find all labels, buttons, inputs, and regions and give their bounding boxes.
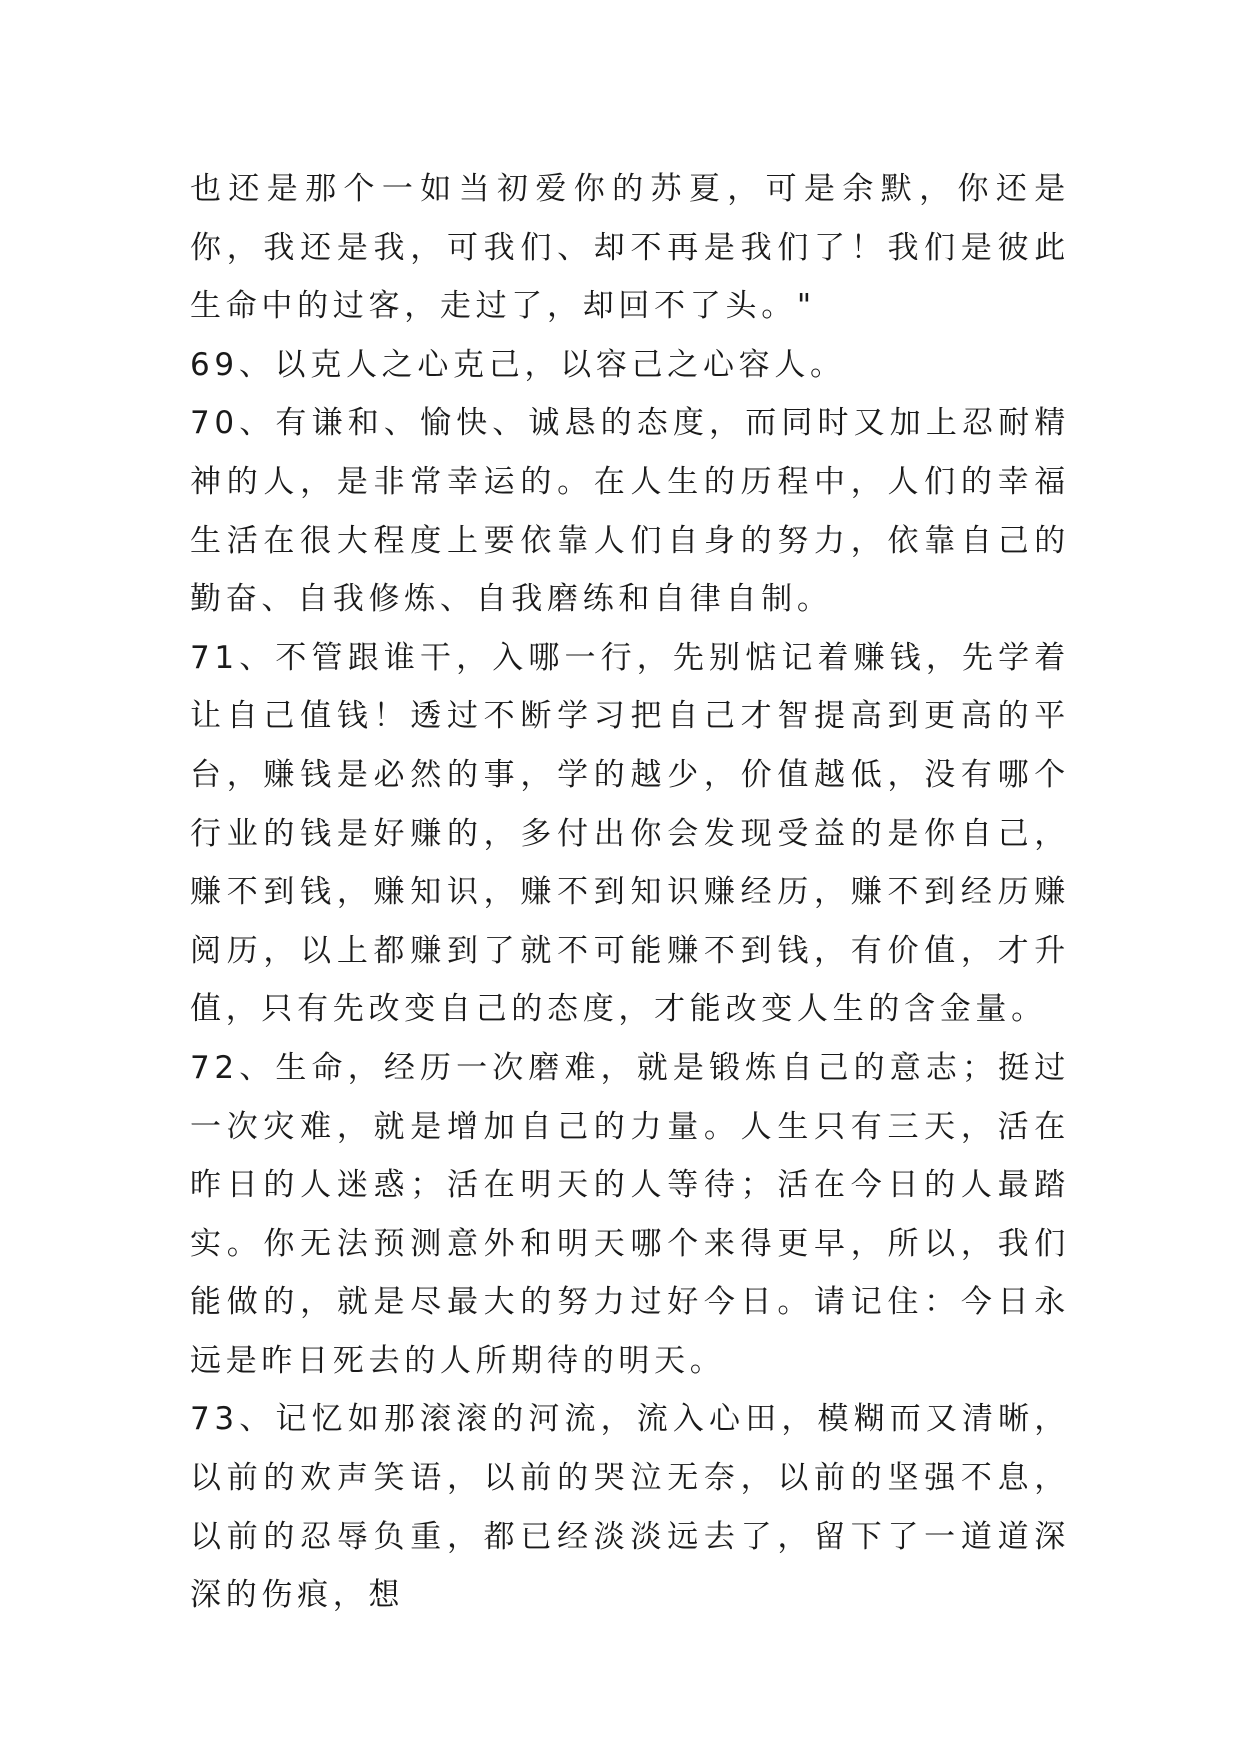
document-body — [190, 160, 1070, 1625]
paragraph-70: 70、有谦和、愉快、诚恳的态度，而同时又加上忍耐精神的人，是非常幸运的。在人生的历程中，人们的幸福生活在很大程度上要依靠人们自身的努力，依靠自己的勤奋、自我修炼、自我磨练和自律自制。 — [190, 405, 1070, 618]
paragraph-73: 73、记忆如那滚滚的河流，流入心田，模糊而又清晰，以前的欢声笑语，以前的哭泣无奈，以前的坚强不息，以前的忍辱负重，都已经淡淡远去了，留下了一道道深深的伤痕，想 — [190, 1401, 1070, 1614]
paragraph-72: 72、生命，经历一次磨难，就是锻炼自己的意志；挺过一次灾难，就是增加自己的力量。人生只有三天，活在昨日的人迷惑；活在明天的人等待；活在今日的人最踏实。你无法预测意外和明天哪个来得更早，所以，我们能做的，就是尽最大的努力过好今日。请记住：今日永远是昨日死去的人所期待的明天。 — [190, 1049, 1070, 1379]
paragraph-69: 69、以克人之心克己，以容己之心容人。 — [190, 346, 846, 383]
paragraph-71: 71、不管跟谁干，入哪一行，先别惦记着赚钱，先学着让自己值钱！透过不断学习把自己才智提高到更高的平台，赚钱是必然的事，学的越少，价值越低，没有哪个行业的钱是好赚的，多付出你会发现受益的是你自己，赚不到钱，赚知识，赚不到知识赚经历，赚不到经历赚阅历，以上都赚到了就不可能赚不到钱，有价值，才升值，只有先改变自己的态度，才能改变人生的含金量。 — [190, 639, 1070, 1028]
paragraph-continuation: 也还是那个一如当初爱你的苏夏，可是余默，你还是你，我还是我，可我们、却不再是我们了！我们是彼此生命中的过客，走过了，却回不了头。" — [190, 171, 1070, 325]
